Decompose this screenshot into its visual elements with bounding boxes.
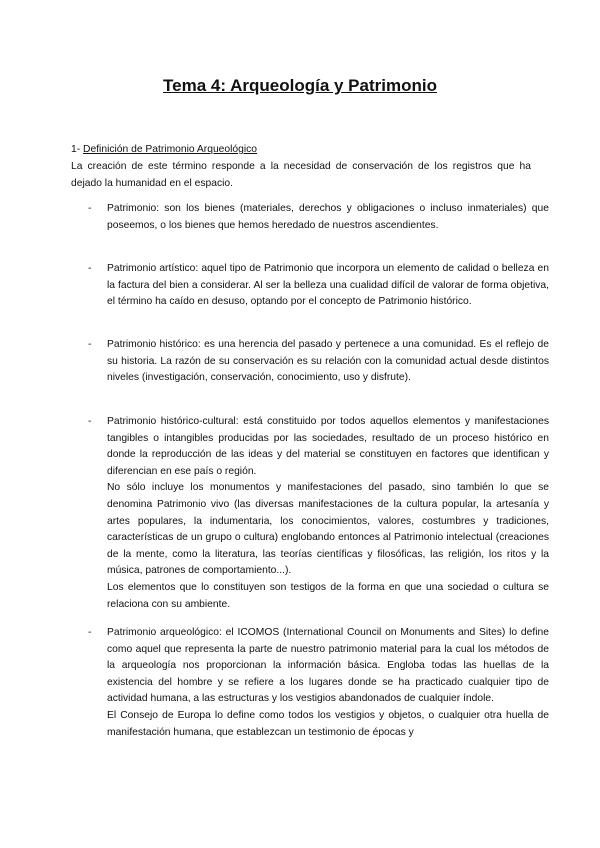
list-bullet: - <box>88 627 92 638</box>
item-paragraph: Patrimonio: son los bienes (materiales, derechos y obligaciones o incluso inmateriales) que poseemos, o los bienes que hemos heredado de nuestros ascendientes. <box>107 203 549 231</box>
section-number: 1- <box>71 144 84 155</box>
section-intro: La creación de este término responde a la necesidad de conservación de los registros que ha dejado la humanidad en el espacio. <box>71 160 531 189</box>
item-paragraph: Patrimonio histórico-cultural: está constituido por todos aquellos elementos y manifestaciones tangibles o intangibles producidas por las sociedades, resultado de un proceso histórico en donde la reproducción de las ideas y del material se constituyen en factores que identifican y diferencian en ese país o región. <box>107 416 549 477</box>
list-item <box>88 261 549 311</box>
list-item <box>88 201 549 234</box>
list-bullet: - <box>88 263 92 274</box>
list-item <box>88 414 549 613</box>
section-1 <box>71 142 531 192</box>
section-heading <box>71 142 531 159</box>
page-title: Tema 4: Arqueología y Patrimonio <box>163 76 437 95</box>
list-bullet: - <box>88 203 92 214</box>
item-paragraph: Los elementos que lo constituyen son testigos de la forma en que una sociedad o cultura se relaciona con su ambiente. <box>107 581 549 610</box>
list-bullet: - <box>88 339 92 350</box>
item-paragraph: Patrimonio histórico: es una herencia del pasado y pertenece a una comunidad. Es el reflejo de su historia. La razón de su conservación es su relación con la comunidad actual desde distintos niveles (investigación, conservación, conocimiento, uso y disfrute). <box>107 339 549 384</box>
list-item <box>88 337 549 387</box>
item-paragraph: No sólo incluye los monumentos y manifestaciones del pasado, sino también lo que se denomina Patrimonio vivo (las diversas manifestaciones de la cultura popular, la artesanía y artes populares, la indumentaria, los conocimientos, valores, costumbres y tradiciones, características de un grupo o cultura) englobando entonces al Patrimonio intelectual (creaciones de la mente, como la literatura, las teorías científicas y filosóficas, las religión, los ritos y la música, patrones de comportamiento...). <box>107 482 549 577</box>
section-heading-text: Definición de Patrimonio Arqueológico <box>83 144 258 155</box>
item-paragraph: Patrimonio artístico: aquel tipo de Patrimonio que incorpora un elemento de calidad o belleza en la factura del bien a considerar. Al ser la belleza una cualidad difícil de valorar de forma objetiva, el término ha caído en desuso, optando por el concepto de Patrimonio histórico. <box>107 263 549 308</box>
list-bullet: - <box>88 416 92 427</box>
item-paragraph: El Consejo de Europa lo define como todos los vestigios y objetos, o cualquier otra huella de manifestación humana, que establezcan un testimonio de épocas y <box>107 709 549 738</box>
list-item <box>88 625 549 741</box>
item-paragraph: Patrimonio arqueológico: el ICOMOS (International Council on Monuments and Sites) lo define como aquel que representa la parte de nuestro patrimonio material para la cual los métodos de la arqueología nos proporcionan la información básica. Engloba todas las huellas de la existencia del hombre y se refiere a los lugares donde se ha practicado cualquier tipo de actividad humana, a las estructuras y los vestigios abandonados de cualquier índole. <box>107 627 549 705</box>
